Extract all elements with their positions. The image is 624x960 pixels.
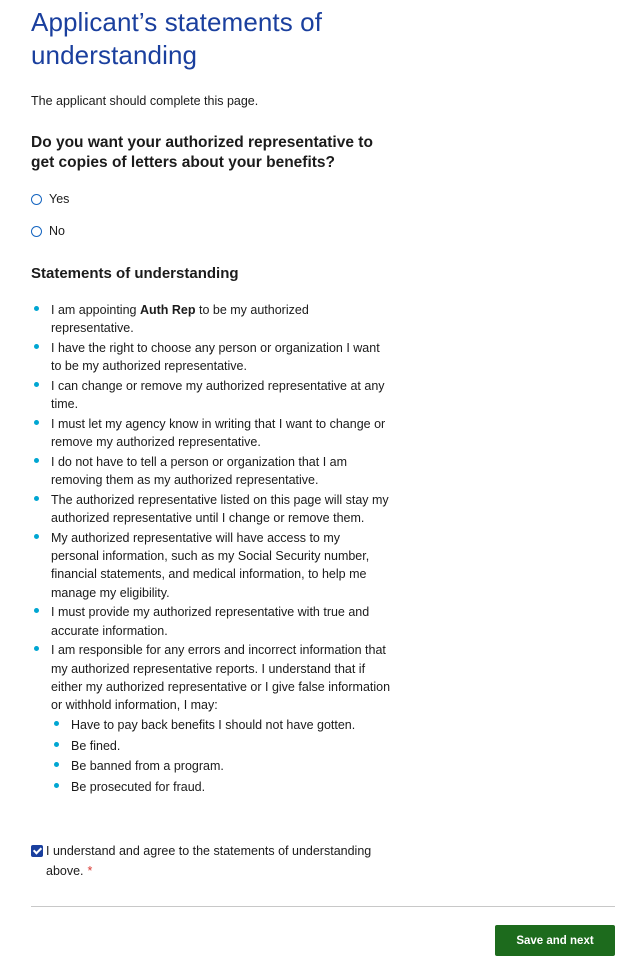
required-mark: * xyxy=(87,863,93,878)
page-title: Applicant’s statements of understanding xyxy=(31,7,323,70)
statement-text-before: I am appointing xyxy=(51,303,140,317)
statement-item: The authorized representative listed on this page will stay my authorized representative until I change or remove them. xyxy=(31,491,391,527)
radio-yes-circle[interactable] xyxy=(31,194,42,205)
consequences-list xyxy=(51,716,391,796)
statement-item: I can change or remove my authorized representative at any time. xyxy=(31,377,391,413)
statement-item: I have the right to choose any person or organization I want to be my authorized representative. xyxy=(31,339,391,375)
statements-list xyxy=(31,301,391,796)
statement-item: I must provide my authorized representative with true and accurate information. xyxy=(31,603,391,639)
statement-item: My authorized representative will have access to my personal information, such as my Social Security number, financial statements, and medical information, to help me manage my eligibility. xyxy=(31,529,391,602)
statement-item xyxy=(31,641,391,796)
radio-yes-label: Yes xyxy=(49,192,70,206)
radio-option-no[interactable] xyxy=(31,222,391,240)
save-and-next-button[interactable]: Save and next xyxy=(495,925,615,956)
consequence-item: Be fined. xyxy=(51,737,391,755)
radio-no-label: No xyxy=(49,224,65,238)
consequence-item: Be banned from a program. xyxy=(51,757,391,775)
statement-item xyxy=(31,301,391,337)
statements-heading: Statements of understanding xyxy=(31,265,239,282)
intro-text: The applicant should complete this page. xyxy=(31,94,259,108)
form-page xyxy=(31,0,391,798)
statement-text: I am responsible for any errors and incorrect information that my authorized representative reports. I understand that if either my authorized representative or I give false information or withhold information, I may: xyxy=(51,643,391,713)
auth-rep-name: Auth Rep xyxy=(139,303,196,317)
agreement-checkbox-row[interactable] xyxy=(31,842,391,881)
consequence-item: Have to pay back benefits I should not have gotten. xyxy=(51,716,391,734)
consequence-item: Be prosecuted for fraud. xyxy=(51,778,391,796)
statement-item: I do not have to tell a person or organization that I am removing them as my authorized representative. xyxy=(31,453,391,489)
radio-option-yes[interactable] xyxy=(31,190,391,208)
statement-item: I must let my agency know in writing that I want to change or remove my authorized representative. xyxy=(31,415,391,451)
agreement-checkbox[interactable] xyxy=(31,845,43,857)
radio-no-circle[interactable] xyxy=(31,226,42,237)
copies-question: Do you want your authorized representative to get copies of letters about your benefits? xyxy=(31,134,373,171)
statement-text-after: to be my authorized representative. xyxy=(51,303,309,336)
agreement-label xyxy=(46,842,391,881)
agreement-label-text: I understand and agree to the statements of understanding above. xyxy=(46,844,372,878)
footer-divider xyxy=(31,906,615,907)
